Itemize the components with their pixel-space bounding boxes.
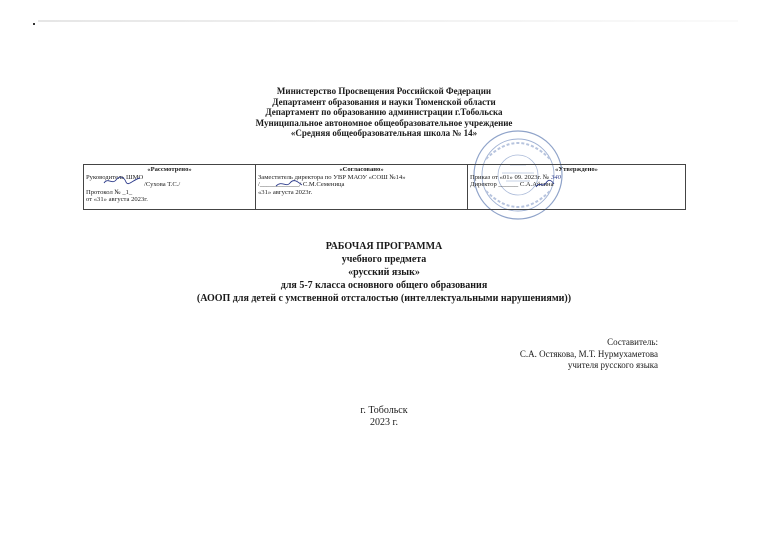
reviewed-protocol: Протокол № _1_ xyxy=(86,188,133,196)
document-header xyxy=(0,86,768,139)
signature-semenitsa xyxy=(274,179,304,189)
agreed-cell xyxy=(256,165,468,209)
agreed-sign: /____________/ С.М.Семеница xyxy=(258,181,345,189)
agreed-date: «31» августа 2023г. xyxy=(258,188,313,196)
reviewed-role: Руководитель ШМО xyxy=(86,173,144,181)
agreed-title: «Согласовано» xyxy=(339,166,384,173)
composer-label: Составитель: xyxy=(607,337,658,347)
approved-director: Директор ______ С.А.Айсина xyxy=(470,181,554,189)
footer-city: г. Тобольск xyxy=(360,405,408,416)
agreed-role: Заместитель директора по УВР МАОУ «СОШ №14» xyxy=(258,173,406,181)
program-title-block xyxy=(0,240,768,305)
department-line: Департамент образования и науки Тюменской области xyxy=(272,96,496,107)
program-subject-label: учебного предмета xyxy=(341,254,427,265)
program-subject: «русский язык» xyxy=(348,267,420,278)
reviewed-title: «Рассмотрено» xyxy=(147,166,192,173)
program-grades: для 5-7 класса основного общего образования xyxy=(280,280,488,291)
program-variant: (АООП для детей с умственной отсталостью (интеллектуальными нарушениями)) xyxy=(196,293,572,304)
approved-title: «Утверждено» xyxy=(555,166,598,173)
reviewed-date: от «31» августа 2023г. xyxy=(86,196,148,204)
reviewed-cell xyxy=(84,165,256,209)
scan-edge xyxy=(38,20,738,22)
approved-order xyxy=(470,174,683,182)
department-city-line: Департамент по образованию администрации г.Тобольска xyxy=(265,107,503,117)
composer-names: С.А. Остякова, М.Т. Нурмухаметова xyxy=(519,348,658,359)
program-heading: РАБОЧАЯ ПРОГРАММА xyxy=(325,241,443,252)
signature-sukhova xyxy=(102,175,142,187)
reviewed-sign: /Сухова Т.С./ xyxy=(144,181,181,189)
footer-block xyxy=(0,405,768,428)
scan-dot xyxy=(33,23,35,25)
ministry-line: Министерство Просвещения Российской Федерации xyxy=(276,86,492,96)
signature-aysina xyxy=(534,179,556,189)
approved-order-text: Приказ от «01» 09. 2023г. № xyxy=(470,173,550,181)
school-name-line: «Средняя общеобразовательная школа № 14» xyxy=(290,128,478,138)
composer-block xyxy=(520,337,658,372)
approval-table xyxy=(83,164,686,210)
footer-year: 2023 г. xyxy=(370,416,398,428)
approved-order-number: 340 xyxy=(551,173,561,181)
institution-type-line: Муниципальное автономное общеобразовательное учреждение xyxy=(255,117,513,128)
composer-position: учителя русского языка xyxy=(567,360,658,370)
approved-cell xyxy=(468,165,685,209)
